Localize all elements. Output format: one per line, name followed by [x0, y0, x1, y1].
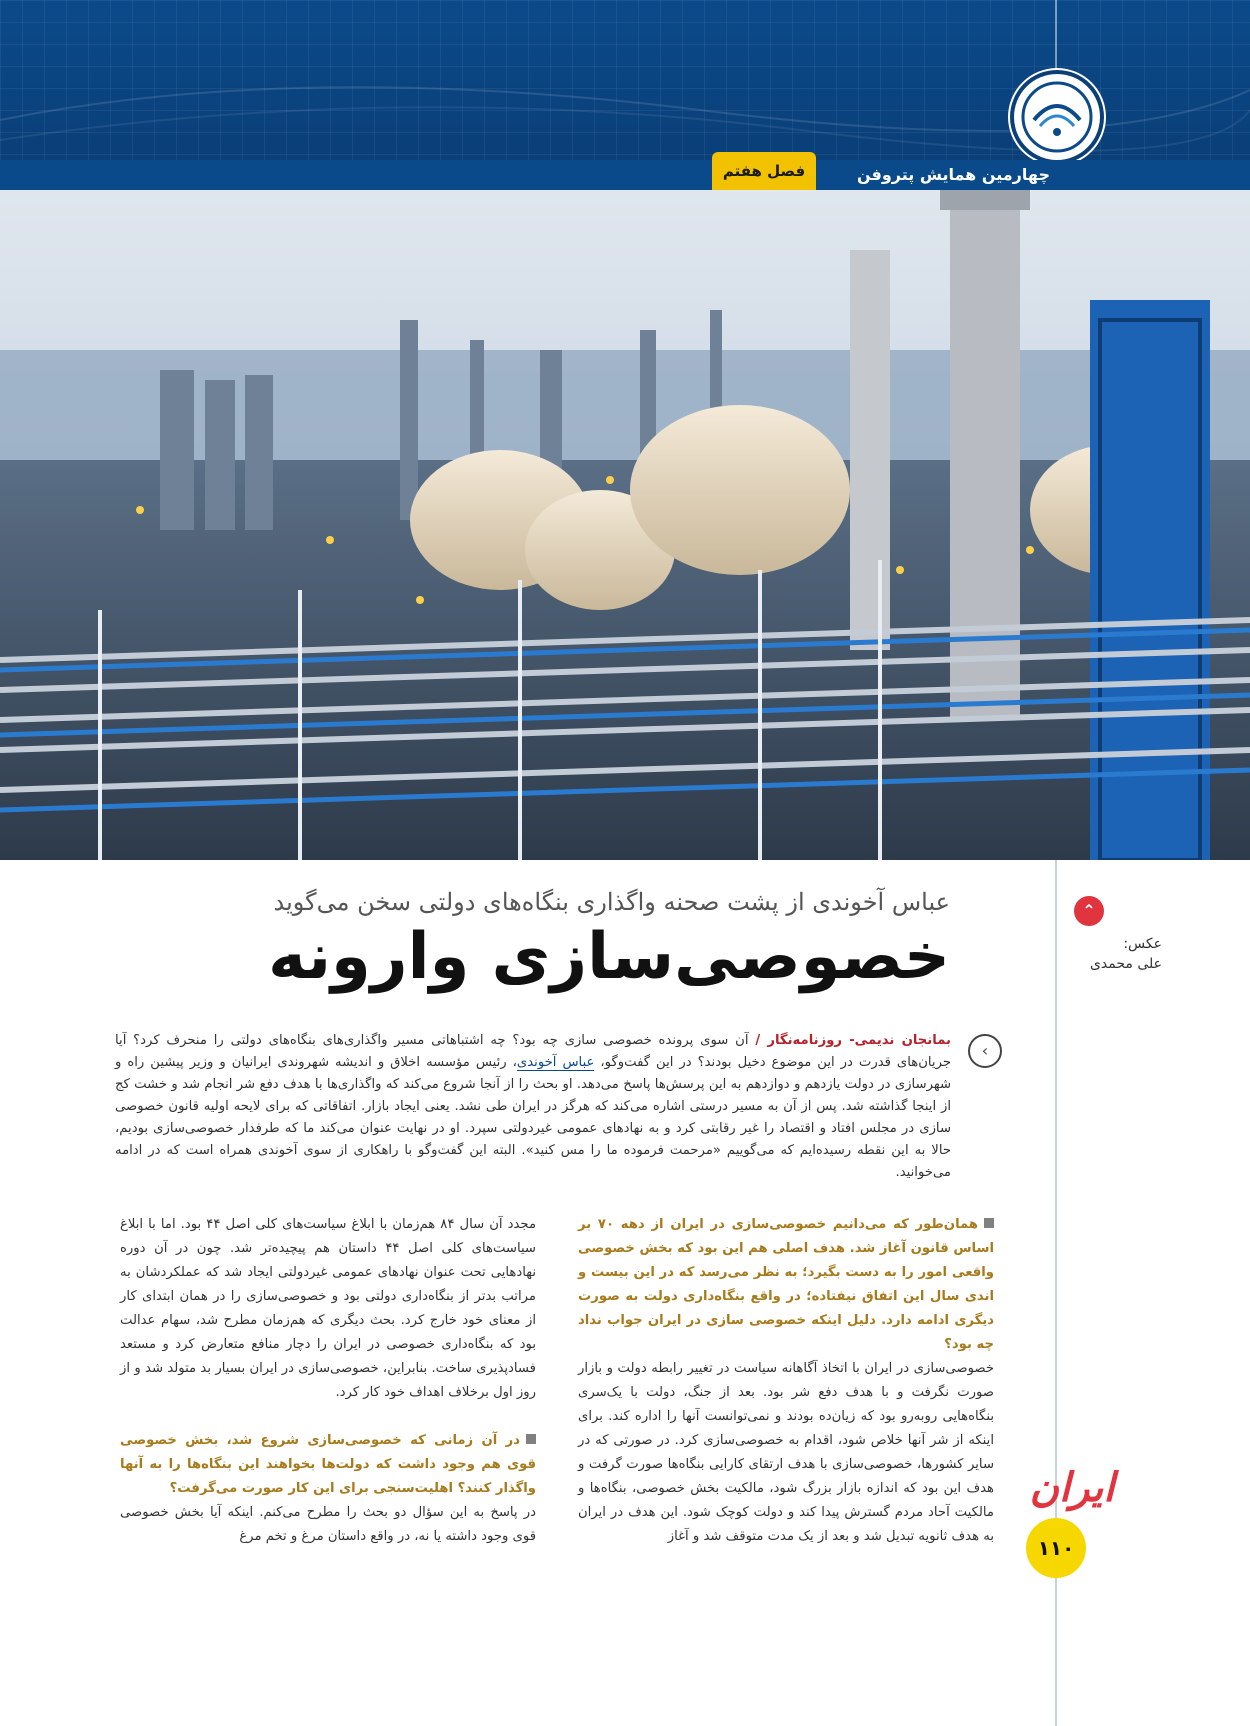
lead-text-part2: ، رئیس مؤسسه اخلاق و اندیشه شهروندی ایرانیان و وزیر پیشین راه و شهرسازی در دولت یازدهم و دوازدهم به این پرسش‌ها پاسخ می‌دهد. او بحث را از آنجا شروع می‌کند که واگذاری‌ها با هدف دفع شر انجام شد و خشت کج از اینجا گذاشته شد. پس از آن به مسیر درستی اشاره می‌کند که هرگز در ایران طی نشد. یعنی ایجاد بازار. اتفاقاتی که برای لایحه اولیه قانون خصوصی سازی در مجلس افتاد و اقتصاد را غیر رقابتی کرد و به نهادهای عمومی غیردولتی سپرد. او در نهایت عنوان می‌کند ما که طرفدار خصوصی‌سازی بودیم، حالا به این نقطه رسیده‌ایم که می‌گوییم «مرحمت فرموده ما را مس کنید». البته این گفت‌وگو با راهکاری از سوی آخوندی همراه است که در ادامه می‌خوانید. — [115, 1055, 951, 1180]
series-title: چهارمین همایش پتروفن — [856, 165, 1050, 184]
question-text: همان‌طور که می‌دانیم خصوصی‌سازی در ایران از دهه ۷۰ بر اساس قانون آغاز شد. هدف اصلی هم این بود که بخش خصوصی واقعی امور را به دست بگیرد؛ به نظر می‌رسد که در این بیست و اندی سال این اتفاق نیفتاده؛ در واقع بنگاه‌داری دولت به صورت دیگری ادامه دارد. دلیل اینکه خصوصی سازی در ایران جواب نداد چه بود؟ — [578, 1217, 994, 1352]
column-left — [120, 1213, 536, 1549]
margin-divider-line — [1055, 860, 1057, 1726]
chevron-left-icon: ‹ — [968, 1034, 1002, 1068]
question-block — [578, 1213, 994, 1357]
answer-text: خصوصی‌سازی در ایران با اتخاذ آگاهانه سیاست در تغییر رابطه دولت و بازار صورت نگرفت و با هدف دفع شر بود. بعد از جنگ، دولت با یک‌سری بنگاه‌هایی روبه‌رو بود که زیان‌ده بودند و نمی‌توانست آنها را اداره کند. برای اینکه از شر آنها خلاص شود، اقدام به خصوصی‌سازی کرد. در صورتی که در سایر کشورها، خصوصی‌سازی با هدف ارتقای کارایی بنگاه‌ها صورت گرفت و هدف این بود که اندازه بازار بزرگ شود، مالکیت بخش خصوصی، بنگاه‌ها و مالکیت آحاد مردم گسترش پیدا کند و دولت کوچک شود. این هدف در ایران به هدف ثانویه تبدیل شد و بعد از یک مدت متوقف شد و آغاز — [578, 1361, 994, 1544]
question-bullet-icon — [984, 1218, 994, 1228]
hero-photo — [0, 190, 1250, 860]
chapter-tab: فصل هفتم — [712, 152, 816, 190]
answer-text-continued: مجدد آن سال ۸۴ هم‌زمان با ابلاغ سیاست‌های کلی اصل ۴۴ بود. اما با ابلاغ سیاست‌های کلی اصل ۴۴ داستان هم پیچیده‌تر شد. چون در آن دوره نهادهایی تحت عنوان نهادهای عمومی غیردولتی ایجاد شد که عملکردشان به مراتب بدتر از بنگاه‌داری دولتی بود و خصوصی‌سازی را در همان ابتدای کار از معنای خود خارج کرد. بحث دیگری که هم‌زمان مطرح شد، سهام عدالت بود که بنگاه‌داری خصوصی در ایران را دچار منافع متعارض کرد و مستعد فسادپذیری ساخت. بنابراین، خصوصی‌سازی در ایران بسیار بد متولد شد و از روز اول برخلاف اهداف خود کار کرد. — [120, 1217, 537, 1400]
header-strip — [0, 160, 1250, 190]
article-headline: خصوصی‌سازی وارونه — [268, 920, 950, 994]
article-lead — [115, 1030, 951, 1184]
question-bullet-icon — [526, 1434, 536, 1444]
refinery-illustration — [0, 190, 1250, 860]
company-logo — [1010, 70, 1104, 164]
page-number: ۱۱۰ — [1026, 1518, 1086, 1578]
article-kicker: عباس آخوندی از پشت صحنه واگذاری بنگاه‌های دولتی سخن می‌گوید — [273, 888, 950, 916]
photo-credit-label: عکس: — [1123, 936, 1162, 952]
answer-text: در پاسخ به این سؤال دو بحث را مطرح می‌کنم. اینکه آیا بخش خصوصی قوی وجود داشته یا نه، در واقع داستان مرغ و تخم مرغ — [120, 1505, 536, 1544]
magazine-brand: ایران — [1029, 1464, 1115, 1511]
interviewee-name-link[interactable]: عباس آخوندی — [516, 1055, 595, 1070]
credit-chevron-icon: ⌃ — [1074, 896, 1104, 926]
column-right — [578, 1213, 994, 1549]
paragraph-spacer — [120, 1405, 536, 1429]
photo-credit-name: علی محمدی — [1089, 956, 1162, 972]
question-block — [120, 1429, 536, 1501]
question-text: در آن زمانی که خصوصی‌سازی شروع شد، بخش خصوصی قوی هم وجود داشت که دولت‌ها بخواهند این بنگاه‌ها را به آنها واگذار کنند؟ اهلیت‌سنجی برای این کار صورت می‌گرفت؟ — [120, 1433, 536, 1496]
logo-emblem-icon — [1014, 74, 1100, 160]
article-byline: بمانجان ندیمی- روزنامه‌نگار / — [755, 1033, 951, 1048]
lead-text-part1: آن سوی پرونده خصوصی سازی چه بود؟ چه اشتباهاتی مسیر واگذاری‌های بنگاه‌های دولتی را منحرف کرد؟ آیا جریان‌های قدرت در این موضوع دخیل بودند؟ در این گفت‌وگو، — [115, 1033, 952, 1070]
